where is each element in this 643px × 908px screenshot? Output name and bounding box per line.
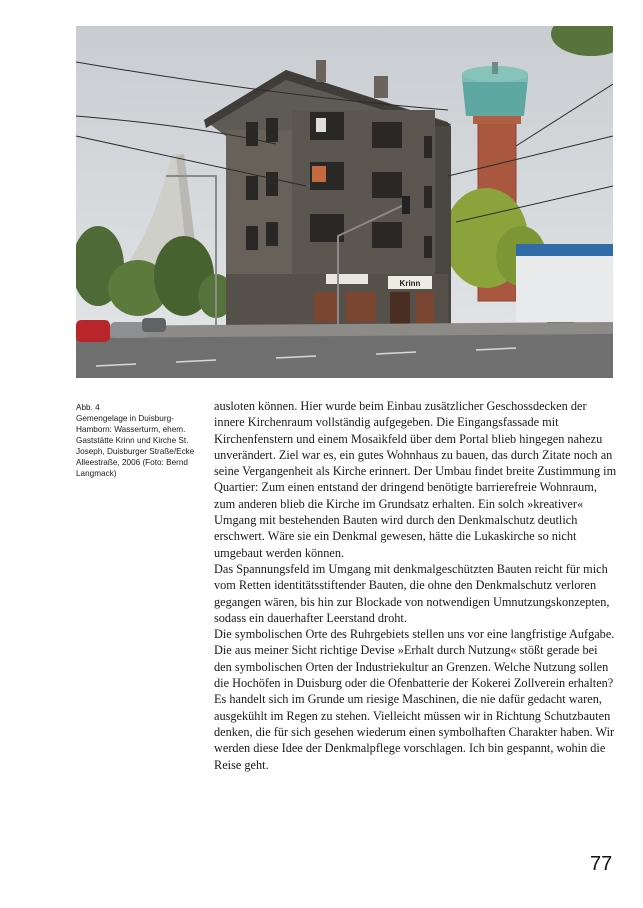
street-corner-photo: [76, 26, 613, 378]
car: [76, 320, 110, 342]
page-number: 77: [590, 853, 613, 875]
caption-text: Gemengelage in Duisburg-Hamborn: Wasserturm, ehem. Gaststätte Krinn und Kirche St. Joseph, Duisburger Straße/Ecke Alleestraße, 2006 (Foto: Bernd Langmack): [76, 414, 195, 478]
paragraph: Die symbolischen Orte des Ruhrgebiets stellen uns vor eine langfristige Aufgabe. Die aus meiner Sicht richtige Devise »Erhalt durch Nutzung« stößt gerade bei den symbolischen Orten der Industriekultur an Grenzen. Welche Nutzung sollen die Hochöfen in Duisburg oder die Ofenbatterie der Kokerei Zollverein erhalten? Es handelt sich im Grunde um riesige Maschinen, die nie dafür gedacht waren, ausgekühlt im Regen zu stehen. Vielleicht müssen wir in Richtung Schutzbauten denken, die für sich gesehen wiederum einen symbolhaften Charakter haben. Wir werden diese Idee der Denkmalpflege vorschlagen. Ich bin gespannt, wohin die Reise geht.: [214, 627, 615, 772]
figure-photo: [76, 26, 613, 378]
figure-caption: [76, 402, 196, 479]
caption-label: Abb. 4: [76, 403, 100, 412]
sign-text: Krinn: [399, 279, 421, 288]
industrial-building: [516, 250, 613, 322]
body-text: [214, 398, 618, 773]
paragraph: Das Spannungsfeld im Umgang mit denkmalgeschützten Bauten reicht für mich vom Retten identitätsstiftender Bauten, die ohne den Denkmalschutz verloren gegangen wären, bis hin zur Blockade von notwendigen Umnutzungskonzepten, sodass ein dauerhafter Leerstand droht.: [214, 561, 610, 625]
paragraph: ausloten können. Hier wurde beim Einbau zusätzlicher Geschossdecken der innere Kirchenraum vollständig aufgegeben. Die Eingangsfassade mit Kirchenfenstern und einem Mosaikfeld über dem Portal blieb hingegen nahezu unverändert. Ziel war es, ein gutes Wohnhaus zu bauen, das durch Zitate noch an seine Vergangenheit als Kirche erinnert. Der Umbau findet breite Zustimmung im Quartier: Zum einen entstand der dringend benötigte barrierefreie Wohnraum, zum anderen blieb die Kirche im Grundsatz erhalten. Ein solch »kreativer« Umgang mit bestehenden Bauten wird durch den Denkmalschutz deutlich erschwert. Wäre sie ein Denkmal gewesen, hätte die Lukaskirche so nicht umgebaut werden können.: [214, 399, 617, 560]
